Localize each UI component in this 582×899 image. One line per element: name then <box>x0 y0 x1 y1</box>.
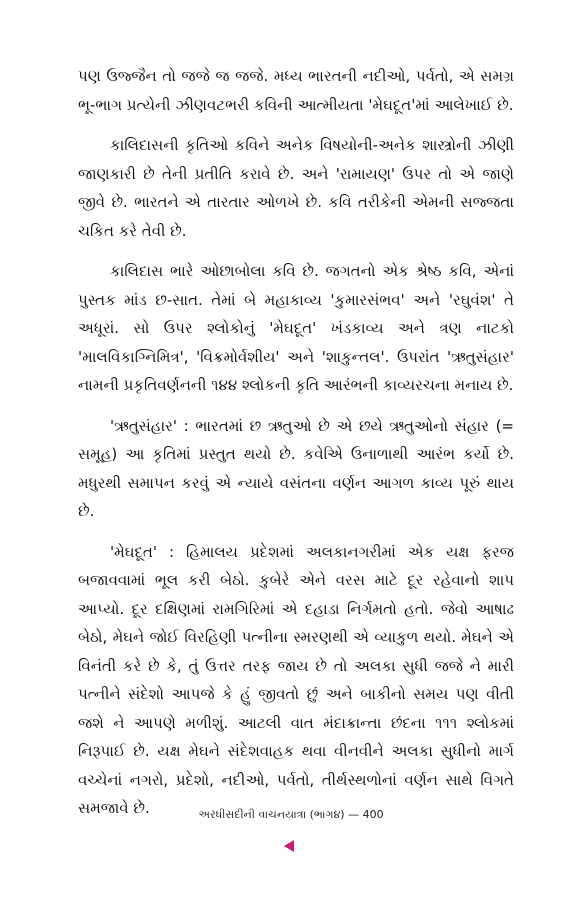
footer-book-title: અરધીસદીની વાચનયાત્રા (ભાગ૪) <box>198 808 345 821</box>
paragraph-3: કાલિદાસ ભારે ઓછાબોલા કવિ છે. જગતનો એક શ્રેષ્ઠ કવિ, એનાં પુસ્તક માંડ છ-સાત. તેમાં બે મહાકાવ્ય 'કુમારસંભવ' અને 'રઘુવંશ' તે અધૂરાં. સો ઉપર શ્લોકોનું 'મેઘદૂત' ખંડકાવ્ય અને ત્રણ નાટકો 'માલવિકાગ્નિમિત્ર', 'વિક્રમોર્વશીય' અને 'શાકુન્તલ'. ઉપરાંત 'ઋતુસંહાર' નામની પ્રકૃતિવર્ણનની ૧૪૪ શ્લોકની કૃતિ આરંભની કાવ્યરચના મનાય છે. <box>78 262 514 394</box>
page-footer <box>0 808 582 822</box>
footer-separator: — <box>348 808 360 821</box>
previous-page-arrow-icon[interactable] <box>284 840 294 852</box>
paragraph-4: 'ઋતુસંહાર' : ભારતમાં છ ઋતુઓ છે એ છયે ઋતુઓનો સંહાર (= સમૂહ) આ કૃતિમાં પ્રસ્તુત થયો છે. કવેએિ ઉનાળાથી આરંભ કર્યો છે. મધુરથી સમાપન કરવું એ ન્યાયે વસંતના વર્ણન આગળ કાવ્ય પૂરું થાય છે. <box>78 416 514 520</box>
paragraph-1: પણ ઉજ્જૈન તો જજે જ જજે. મધ્ય ભારતની નદીઓ, પર્વતો, એ સમગ્ર ભૂ-ભાગ પ્રત્યેની ઝીણવટભરી કવિની આત્મીયતા 'મેઘદૂત'માં આલેખાઈ છે. <box>78 67 514 114</box>
paragraph-5: 'મેઘદૂત' : હિમાલય પ્રદેશમાં અલકાનગરીમાં એક યક્ષ ફરજ બજાવવામાં ભૂલ કરી બેઠો. કુબેરે એને વરસ માટે દૂર રહેવાનો શાપ આપ્યો. દૂર દક્ષિણમાં રામગિરિમાં એ દહાડા નિર્ગમતો હતો. જેવો આષાઢ બેઠો, મેઘને જોઈ વિરહિણી પત્નીના સ્મરણથી એ વ્યાકુળ થયો. મેઘને એ વિનંતી કરે છે કે, તું ઉત્તર તરફ જાય છે તો અલકા સુધી જજે ને મારી પત્નીને સંદેશો આપજે કે હું જીવતો છું અને બાકીનો સમય પણ વીતી જશે ને આપણે મળીશું. આટલી વાત મંદાક્રાન્તા છંદના ૧૧૧ શ્લોકમાં નિરૂપાઈ છે. યક્ષ મેઘને સંદેશવાહક થવા વીનવીને અલકા સુધીનો માર્ગ વચ્ચેનાં નગરો, પ્રદેશો, નદીઓ, પર્વતો, તીર્થસ્થળોનાં વર્ણન સાથે વિગતે સમજાવે છે. <box>78 542 514 817</box>
paragraph-2: કાલિદાસની કૃતિઓ કવિને અનેક વિષયોની-અનેક શાસ્ત્રોની ઝીણી જાણકારી છે તેની પ્રતીતિ કરાવે છે. અને 'રામાયણ' ઉપર તો એ જાણે જીવે છે. ભારતને એ તારતાર ઓળખે છે. કવિ તરીકેની એમની સજ્જતા ચકિત કરે તેવી છે. <box>78 136 514 240</box>
page-body <box>78 62 514 835</box>
footer-page-number: 400 <box>362 808 384 821</box>
